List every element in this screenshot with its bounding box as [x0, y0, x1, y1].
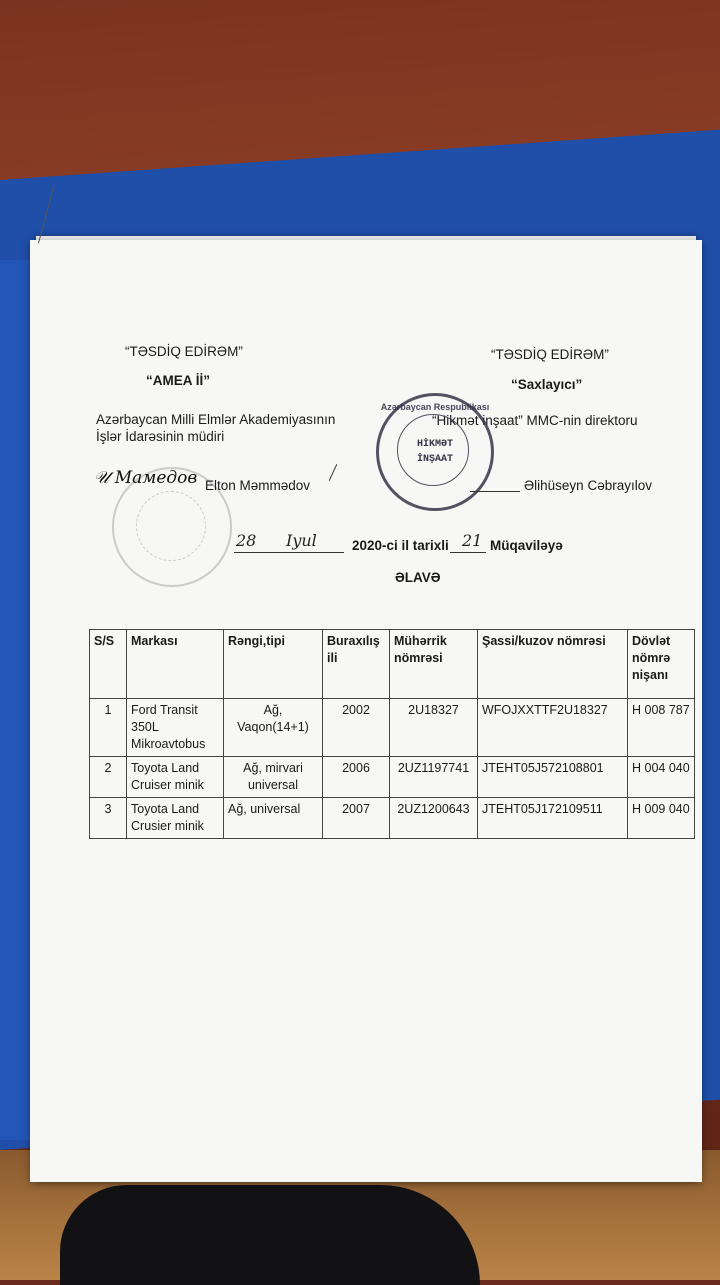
left-approve-title: “TƏSDİQ EDİRƏM” — [125, 344, 243, 359]
cell-ss: 1 — [90, 699, 127, 757]
cell-marka: Toyota Land Cruiser minik — [127, 757, 224, 798]
right-signer-name: Əlihüseyn Cəbrayılov — [524, 478, 652, 493]
cell-nomre: H 009 040 — [628, 798, 695, 839]
header-ss: S/S — [90, 630, 127, 699]
cell-muherrik: 2UZ1200643 — [390, 798, 478, 839]
right-signature-line — [470, 491, 520, 492]
number-underline — [450, 552, 486, 553]
right-org: “Saxlayıcı” — [511, 377, 583, 392]
date-month: Iyul — [286, 531, 317, 550]
shoe — [60, 1185, 480, 1285]
cell-ss: 3 — [90, 798, 127, 839]
cell-reng: Ağ, universal — [224, 798, 323, 839]
contract-number: 21 — [462, 531, 483, 550]
stamp-center-line1: HİKMƏT — [416, 439, 453, 450]
stamp-center-line2: İNŞAAT — [416, 454, 453, 465]
header-marka: Markası — [127, 630, 224, 699]
cell-sassi: JTEHT05J172109511 — [478, 798, 628, 839]
cell-sassi: WFOJXXTTF2U18327 — [478, 699, 628, 757]
right-position-line1: “Hikmət inşaat” MMC-nin direktoru — [432, 413, 638, 428]
cell-il: 2007 — [323, 798, 390, 839]
cell-il: 2006 — [323, 757, 390, 798]
left-position-line1: Azərbaycan Milli Elmlər Akademiyasının — [96, 412, 336, 427]
right-approve-title: “TƏSDİQ EDİRƏM” — [491, 347, 609, 362]
table-row — [90, 699, 695, 757]
table-row — [90, 798, 695, 839]
cell-marka: Ford Transit 350L Mikroavtobus — [127, 699, 224, 757]
cell-reng: Ağ, mirvari universal — [224, 757, 323, 798]
left-org: “AMEA İİ” — [146, 373, 210, 388]
document-page — [30, 240, 702, 1182]
cell-reng: Ağ, Vaqon(14+1) — [224, 699, 323, 757]
date-day: 28 — [236, 531, 257, 550]
contract-suffix: Müqaviləyə — [490, 538, 563, 553]
left-signature: 𝒰 Мамедов — [94, 468, 198, 488]
header-sassi: Şassi/kuzov nömrəsi — [478, 630, 628, 699]
left-signature-slash — [329, 464, 338, 481]
left-position-line2: İşlər İdarəsinin müdiri — [96, 429, 225, 444]
header-dovlet: Dövlət nömrə nişanı — [628, 630, 695, 699]
vehicle-table — [89, 629, 695, 839]
cell-nomre: H 008 787 — [628, 699, 695, 757]
cell-sassi: JTEHT05J572108801 — [478, 757, 628, 798]
cell-marka: Toyota Land Crusier minik — [127, 798, 224, 839]
cell-ss: 2 — [90, 757, 127, 798]
date-year-text: 2020-ci il tarixli — [352, 538, 449, 553]
date-underline — [234, 552, 344, 553]
stamp-ring-text: Azərbaycan Respublikası — [380, 402, 490, 412]
cell-muherrik: 2UZ1197741 — [390, 757, 478, 798]
appendix-title: ƏLAVƏ — [395, 570, 441, 585]
header-buraxilis: Buraxılış ili — [323, 630, 390, 699]
table-row — [90, 757, 695, 798]
cell-nomre: H 004 040 — [628, 757, 695, 798]
table-header-row — [90, 630, 695, 699]
cell-il: 2002 — [323, 699, 390, 757]
right-stamp — [376, 393, 494, 511]
cell-muherrik: 2U18327 — [390, 699, 478, 757]
header-muherrik: Mühərrik nömrəsi — [390, 630, 478, 699]
header-reng: Rəngi,tipi — [224, 630, 323, 699]
left-signer-name: Elton Məmmədov — [205, 478, 311, 493]
